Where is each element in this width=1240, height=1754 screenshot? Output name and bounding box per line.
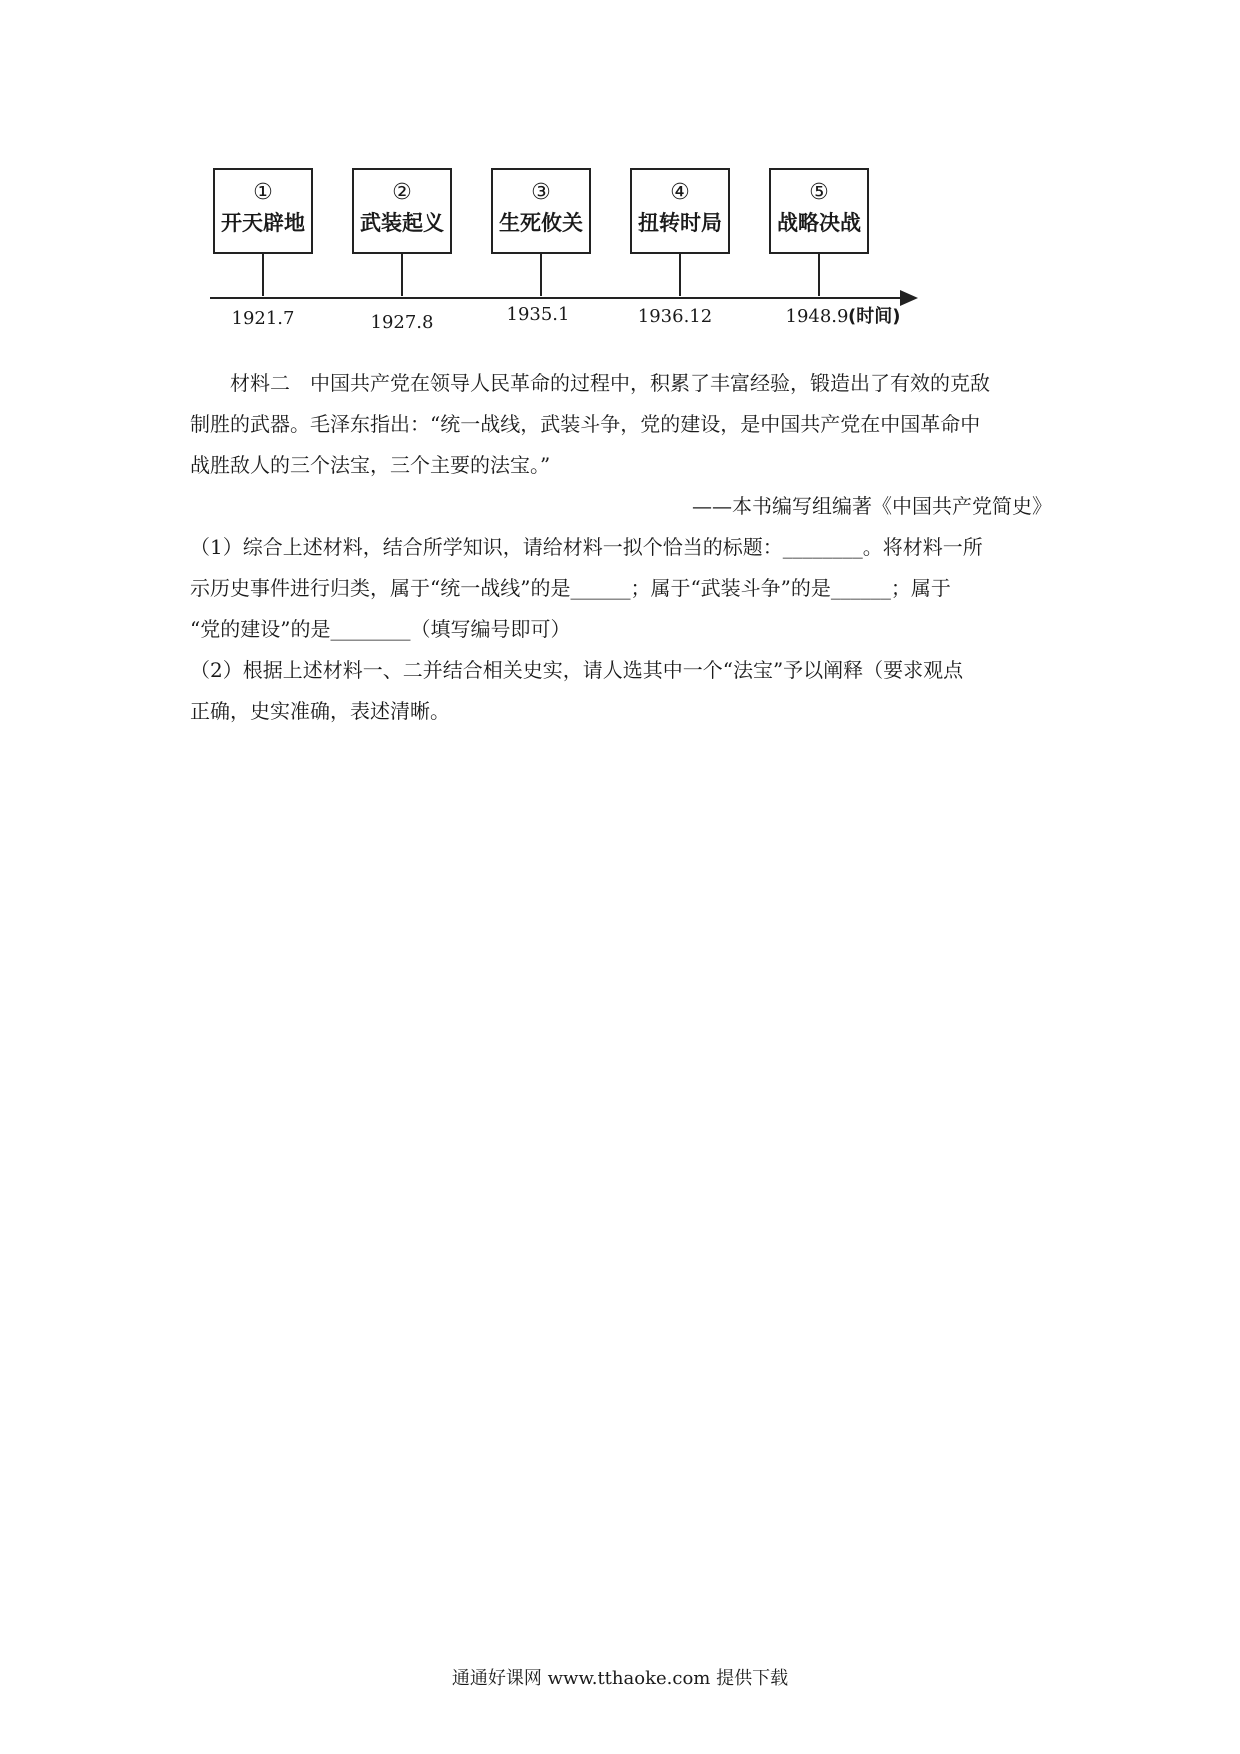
date-label: 1935.1 [506,304,570,325]
material-line: 战胜敌人的三个法宝，三个主要的法宝。” [190,453,551,477]
material-source: ——本书编写组编著《中国共产党简史》 [692,494,1052,518]
event-title: 生死攸关 [499,211,583,235]
event-number: ⑤ [809,180,829,205]
date-label: 1936.12 [637,306,713,327]
timeline-diagram [195,160,955,340]
date-label: 1921.7 [231,308,295,329]
date-label: 1948.9 [785,306,849,327]
question-one-line: “党的建设”的是________（填写编号即可） [190,617,571,641]
event-box-5 [769,168,869,254]
event-title: 武装起义 [360,211,444,235]
event-title: 战略决战 [777,211,861,235]
page-footer: 通通好课网 www.tthaoke.com 提供下载 [451,1668,789,1689]
event-box-1 [213,168,313,254]
event-number: ② [392,180,412,205]
event-box-4 [630,168,730,254]
event-box-3 [491,168,591,254]
axis-label: (时间) [848,306,901,327]
material-line: 制胜的武器。毛泽东指出：“统一战线，武装斗争，党的建设，是中国共产党在中国革命中 [190,412,981,436]
event-box-2 [352,168,452,254]
question-two-line: （2）根据上述材料一、二并结合相关史实，请人选其中一个“法宝”予以阐释（要求观点 [190,658,964,682]
timeline-stem [679,254,681,296]
event-title: 开天辟地 [221,211,305,235]
timeline-stem [401,254,403,296]
question-one-line: （1）综合上述材料，结合所学知识，请给材料一拟个恰当的标题：________。将材料一所 [190,535,983,559]
timeline-stem [540,254,542,296]
event-number: ④ [670,180,690,205]
material-line: 材料二 中国共产党在领导人民革命的过程中，积累了丰富经验，锻造出了有效的克敌 [230,371,990,395]
question-two-line: 正确，史实准确，表述清晰。 [190,699,450,723]
question-one-line: 示历史事件进行归类，属于“统一战线”的是______；属于“武装斗争”的是______；属于 [190,576,951,600]
timeline-axis [210,297,910,299]
event-number: ③ [531,180,551,205]
event-title: 扭转时局 [638,211,722,235]
date-label: 1927.8 [370,312,434,333]
axis-arrow-icon [900,290,918,306]
timeline-stem [262,254,264,296]
material-two [190,363,1052,527]
question-block [190,527,1052,732]
timeline-stem [818,254,820,296]
event-number: ① [253,180,273,205]
